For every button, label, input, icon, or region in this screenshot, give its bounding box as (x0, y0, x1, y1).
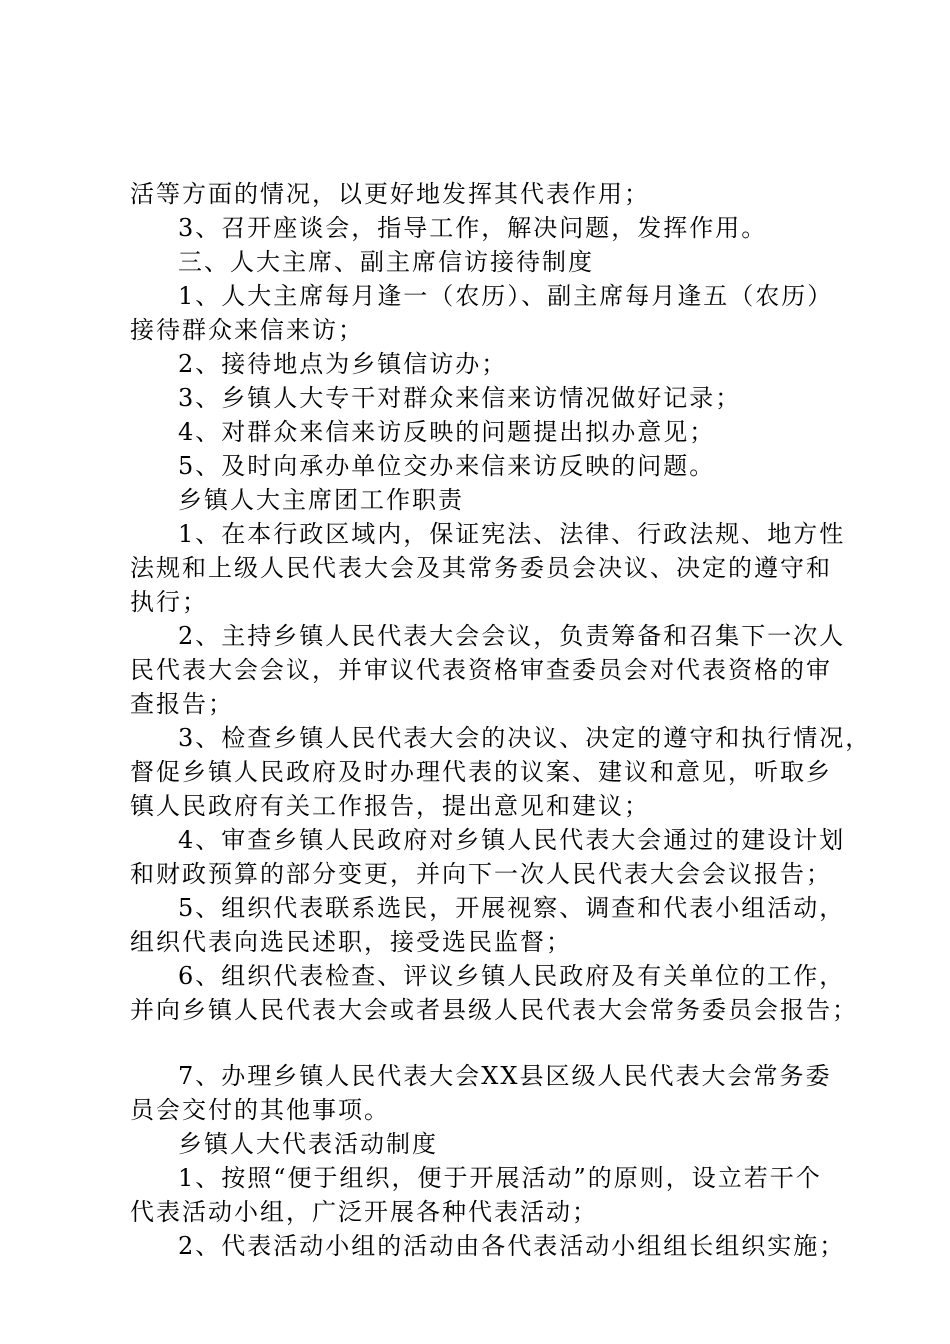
text-line: 并向乡镇人民代表大会或者县级人民代表大会常务委员会报告； (130, 996, 858, 1024)
text-line: 员会交付的其他事项。 (130, 1096, 390, 1124)
text-line: 活等方面的情况，以更好地发挥其代表作用； (130, 180, 650, 208)
section-heading: 乡镇人大代表活动制度 (178, 1130, 438, 1158)
section-heading: 三、人大主席、副主席信访接待制度 (178, 248, 594, 276)
text-line: 3、召开座谈会，指导工作，解决问题，发挥作用。 (178, 214, 768, 242)
text-line: 法规和上级人民代表大会及其常务委员会决议、决定的遵守和 (130, 554, 832, 582)
text-line: 1、人大主席每月逢一（农历）、副主席每月逢五（农历） (178, 282, 834, 310)
section-heading: 乡镇人大主席团工作职责 (178, 486, 464, 514)
text-line: 组织代表向选民述职，接受选民监督； (130, 928, 572, 956)
text-line: 镇人民政府有关工作报告，提出意见和建议； (130, 792, 650, 820)
text-line: 7、办理乡镇人民代表大会XX县区级人民代表大会常务委 (178, 1062, 832, 1090)
text-line: 接待群众来信来访； (130, 316, 364, 344)
text-line: 4、审查乡镇人民政府对乡镇人民代表大会通过的建设计划 (178, 826, 846, 854)
text-line: 民代表大会会议，并审议代表资格审查委员会对代表资格的审 (130, 656, 832, 684)
text-line: 6、组织代表检查、评议乡镇人民政府及有关单位的工作， (178, 962, 846, 990)
text-line: 1、按照“便于组织，便于开展活动”的原则，设立若干个 (178, 1164, 822, 1192)
text-line: 1、在本行政区域内，保证宪法、法律、行政法规、地方性 (178, 520, 846, 548)
text-line: 2、接待地点为乡镇信访办； (178, 350, 508, 378)
text-line: 督促乡镇人民政府及时办理代表的议案、建议和意见，听取乡 (130, 758, 832, 786)
text-line: 执行； (130, 588, 208, 616)
text-line: 5、组织代表联系选民，开展视察、调查和代表小组活动， (178, 894, 846, 922)
text-line: 4、对群众来信来访反映的问题提出拟办意见； (178, 418, 716, 446)
text-line: 2、主持乡镇人民代表大会会议，负责筹备和召集下一次人 (178, 622, 846, 650)
text-line: 3、检查乡镇人民代表大会的决议、决定的遵守和执行情况， (178, 724, 872, 752)
text-line: 查报告； (130, 690, 234, 718)
text-line: 代表活动小组，广泛开展各种代表活动； (130, 1198, 598, 1226)
text-line: 2、代表活动小组的活动由各代表活动小组组长组织实施； (178, 1232, 846, 1260)
text-line: 和财政预算的部分变更，并向下一次人民代表大会会议报告； (130, 860, 832, 888)
text-line: 3、乡镇人大专干对群众来信来访情况做好记录； (178, 384, 742, 412)
text-line: 5、及时向承办单位交办来信来访反映的问题。 (178, 452, 716, 480)
